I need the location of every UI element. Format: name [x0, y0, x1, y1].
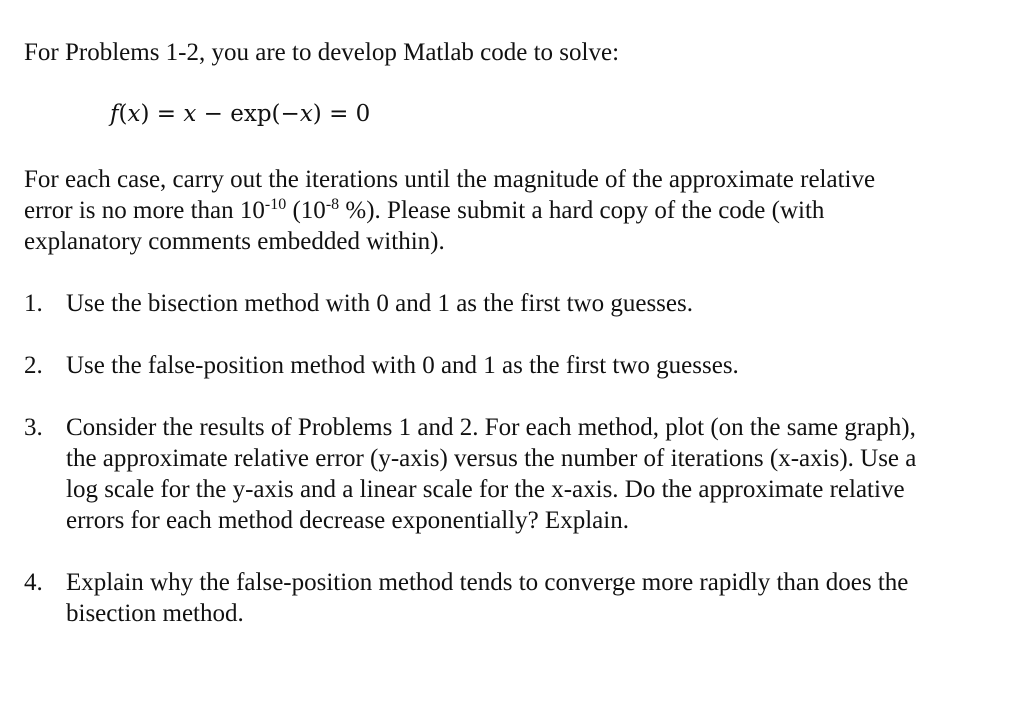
equation-paren-close: ) [140, 101, 150, 127]
problem-line: bisection method. [66, 600, 244, 627]
problem-line: log scale for the y-axis and a linear scale for the x-axis. Do the approximate relative [66, 476, 905, 503]
equation-exp-term: − exp(− [196, 101, 300, 127]
intro-text: For Problems 1-2, you are to develop Matlab code to solve: [24, 39, 620, 66]
problem-line: Use the false-position method with 0 and 1 as the first two guesses. [66, 352, 739, 379]
equation-function-name: f [110, 101, 119, 127]
paragraph-text: %). Please submit a hard copy of the code (with [339, 197, 825, 224]
paragraph-text: error is no more than 10 [24, 197, 265, 224]
equation-variable: x [127, 101, 141, 127]
equation-variable: x [299, 101, 313, 127]
instructions-paragraph [24, 164, 1004, 257]
problem-number: 4. [24, 569, 43, 596]
problem-line: Consider the results of Problems 1 and 2. For each method, plot (on the same graph), [66, 414, 916, 441]
equation-paren-open: ( [118, 101, 128, 127]
problem-line: the approximate relative error (y-axis) versus the number of iterations (x-axis). Use a [66, 445, 917, 472]
problem-line: errors for each method decrease exponentially? Explain. [66, 507, 629, 534]
problem-text [66, 412, 916, 536]
problem-text [66, 567, 908, 629]
problem-number: 1. [24, 290, 43, 317]
paragraph-line: For each case, carry out the iterations until the magnitude of the approximate relative [24, 166, 876, 193]
paragraph-line: explanatory comments embedded within). [24, 228, 445, 255]
problem-line: Explain why the false-position method tends to converge more rapidly than does the [66, 569, 909, 596]
paragraph-line [24, 195, 1004, 226]
problem-number: 3. [24, 414, 43, 441]
equation-equals: = [149, 101, 184, 127]
problem-text [66, 288, 693, 319]
paragraph-text: (10 [286, 197, 326, 224]
equation-rhs: ) = 0 [312, 101, 371, 127]
equation [110, 98, 370, 130]
problem-text [66, 350, 739, 381]
problem-number: 2. [24, 352, 43, 379]
exponent: -10 [264, 196, 287, 213]
problem-line: Use the bisection method with 0 and 1 as the first two guesses. [66, 290, 693, 317]
equation-variable: x [183, 101, 197, 127]
exponent: -8 [325, 196, 340, 213]
